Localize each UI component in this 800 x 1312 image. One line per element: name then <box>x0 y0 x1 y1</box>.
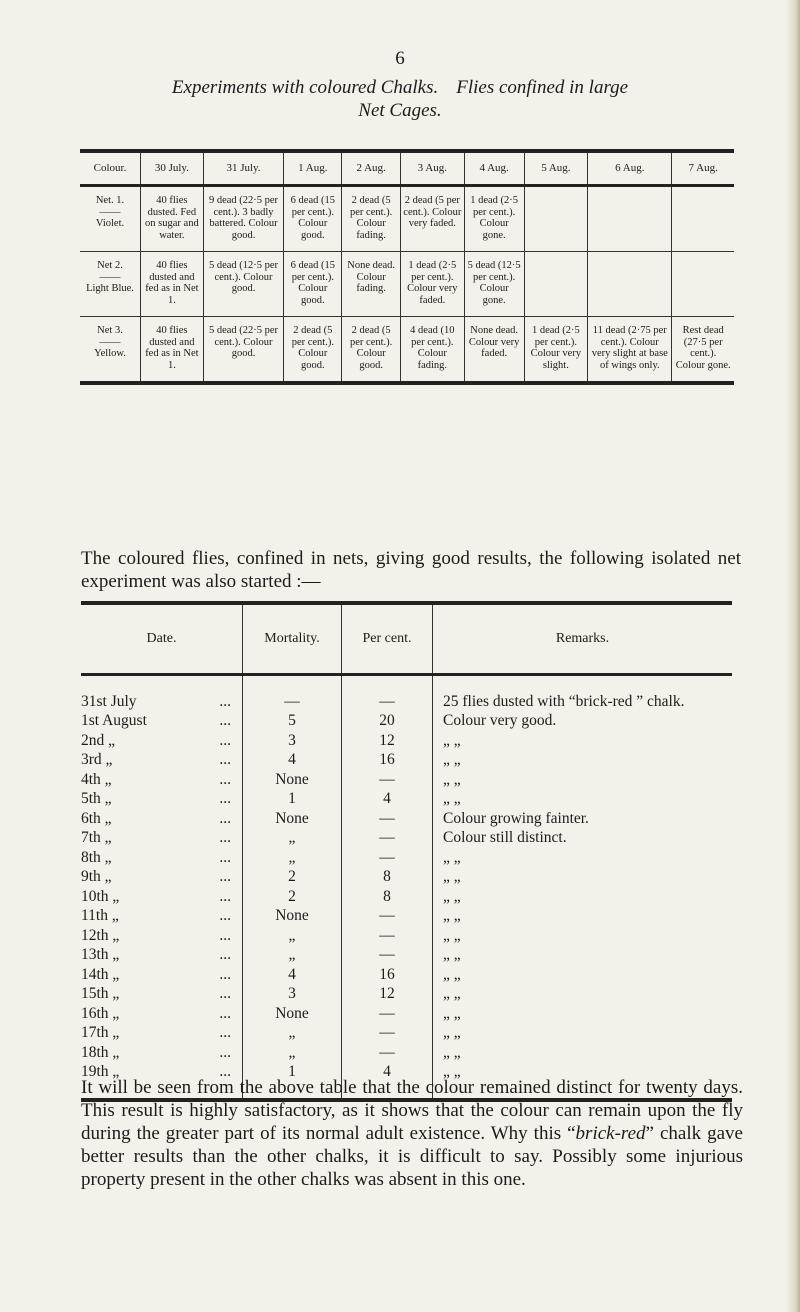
title-line-2: Net Cages. <box>358 100 442 121</box>
table-cell: 40 flies dusted and fed as in Net 1. <box>141 317 204 384</box>
table-row <box>81 946 732 966</box>
percent-cell: 4 <box>342 1063 433 1101</box>
date-wrapper <box>81 889 238 905</box>
emphasis-brick-red: brick-red <box>575 1123 646 1144</box>
table-row <box>81 926 732 946</box>
colour-name: Violet. <box>95 218 125 229</box>
table-row <box>81 887 732 907</box>
table-cell: 2 dead (5 per cent.). Colour fading. <box>342 186 400 252</box>
table-row <box>81 712 732 732</box>
date-cell <box>81 731 243 751</box>
date-cell <box>81 809 243 829</box>
date-cell <box>81 770 243 790</box>
table-cell <box>524 186 588 252</box>
leader-dots: ... <box>219 946 231 964</box>
percent-cell: 16 <box>342 751 433 771</box>
leader-dots: ... <box>219 985 231 1003</box>
date-label: 14th „ <box>81 965 120 983</box>
dash-mark: —— <box>99 271 121 283</box>
date-cell <box>81 946 243 966</box>
date-label: 18th „ <box>81 1043 120 1061</box>
date-cell <box>81 965 243 985</box>
remarks-cell: „ „ <box>433 1004 733 1024</box>
column-header: 7 Aug. <box>672 151 734 186</box>
leader-dots: ... <box>219 848 231 866</box>
remarks-cell: „ „ <box>433 1043 733 1063</box>
table-header-row <box>80 151 734 186</box>
mortality-cell: — <box>243 675 342 712</box>
mortality-cell: 1 <box>243 790 342 810</box>
remarks-cell: „ „ <box>433 926 733 946</box>
table-row <box>80 317 734 384</box>
table-header-row <box>81 603 732 675</box>
remarks-cell: „ „ <box>433 790 733 810</box>
mortality-cell: None <box>243 1004 342 1024</box>
colour-name: Yellow. <box>94 348 126 359</box>
table-row <box>81 848 732 868</box>
remarks-cell: „ „ <box>433 1063 733 1101</box>
table-row <box>80 186 734 252</box>
mortality-cell: „ <box>243 829 342 849</box>
remarks-cell: Colour growing fainter. <box>433 809 733 829</box>
table-row <box>81 1004 732 1024</box>
colour-cell <box>80 252 141 317</box>
leader-dots: ... <box>219 1063 231 1081</box>
date-wrapper <box>81 1025 238 1041</box>
table-cell <box>588 186 672 252</box>
title-part-2: Flies confined in large <box>456 77 629 98</box>
table-cell: 2 dead (5 per cent.). Colour very faded. <box>400 186 464 252</box>
column-header: 1 Aug. <box>284 151 342 186</box>
leader-dots: ... <box>219 731 231 749</box>
date-label: 4th „ <box>81 770 112 788</box>
column-header: Date. <box>81 603 243 675</box>
date-label: 6th „ <box>81 809 112 827</box>
remarks-cell: Colour still distinct. <box>433 829 733 849</box>
date-label: 13th „ <box>81 946 120 964</box>
table-cell: 2 dead (5 per cent.). Colour good. <box>284 317 342 384</box>
date-wrapper <box>81 908 238 924</box>
percent-cell: — <box>342 809 433 829</box>
date-label: 31st July <box>81 692 137 710</box>
column-header: Remarks. <box>433 603 733 675</box>
paragraph-text: ” chalk gave better results than the other chalks, it is difficult to say. Possibly some injurious property present in the other chalks was absent in this one. <box>81 1123 743 1190</box>
leader-dots: ... <box>219 965 231 983</box>
remarks-cell: Colour very good. <box>433 712 733 732</box>
table-row <box>80 252 734 317</box>
remarks-cell: „ „ <box>433 985 733 1005</box>
table-cell: None dead. Colour fading. <box>342 252 400 317</box>
table-cell: 4 dead (10 per cent.). Colour fading. <box>400 317 464 384</box>
date-wrapper <box>81 811 238 827</box>
percent-cell: 12 <box>342 731 433 751</box>
table-cell: 1 dead (2·5 per cent.). Colour very faded. <box>400 252 464 317</box>
remarks-cell: „ „ <box>433 965 733 985</box>
date-cell <box>81 907 243 927</box>
table-cell: 5 dead (22·5 per cent.). Colour good. <box>203 317 284 384</box>
percent-cell: 8 <box>342 868 433 888</box>
mortality-cell: 4 <box>243 751 342 771</box>
date-wrapper <box>81 869 238 885</box>
colour-cell <box>80 186 141 252</box>
table-cell <box>588 252 672 317</box>
table-cell: 5 dead (12·5 per cent.). Colour gone. <box>464 252 524 317</box>
column-header: Per cent. <box>342 603 433 675</box>
percent-cell: 8 <box>342 887 433 907</box>
table-row <box>81 868 732 888</box>
date-label: 8th „ <box>81 848 112 866</box>
table-row <box>81 829 732 849</box>
date-cell <box>81 868 243 888</box>
table-cell: 1 dead (2·5 per cent.). Colour very slight. <box>524 317 588 384</box>
mortality-cell: „ <box>243 848 342 868</box>
date-label: 19th „ <box>81 1063 120 1081</box>
date-cell <box>81 829 243 849</box>
dash-mark: —— <box>99 206 121 218</box>
remarks-cell: „ „ <box>433 946 733 966</box>
date-label: 5th „ <box>81 790 112 808</box>
paragraph-intro: The coloured flies, confined in nets, giving good results, the following isolated net experiment was also started :— <box>81 548 741 592</box>
paragraph-text: It will be seen from the above table that the colour remained distinct for twenty days. This result is highly satisfactory, as it shows that the colour can remain upon the fly during the greater part of its normal adult existence. Why this “ <box>81 1077 743 1144</box>
date-wrapper <box>81 928 238 944</box>
date-label: 10th „ <box>81 887 120 905</box>
date-wrapper <box>81 1045 238 1061</box>
date-label: 16th „ <box>81 1004 120 1022</box>
date-cell <box>81 1043 243 1063</box>
date-cell <box>81 848 243 868</box>
table-row <box>81 751 732 771</box>
remarks-cell: „ „ <box>433 868 733 888</box>
remarks-cell: „ „ <box>433 751 733 771</box>
coloured-chalks-table <box>80 149 734 385</box>
percent-cell: — <box>342 1004 433 1024</box>
mortality-cell: 2 <box>243 887 342 907</box>
date-label: 2nd „ <box>81 731 116 749</box>
leader-dots: ... <box>219 712 231 730</box>
net-label: Net 3. <box>97 325 123 336</box>
date-cell <box>81 926 243 946</box>
mortality-cell: 1 <box>243 1063 342 1101</box>
table-cell <box>672 186 734 252</box>
mortality-cell: 3 <box>243 731 342 751</box>
date-cell <box>81 675 243 712</box>
net-label: Net. 1. <box>95 195 125 206</box>
date-wrapper <box>81 986 238 1002</box>
table-cell: 6 dead (15 per cent.). Colour good. <box>284 186 342 252</box>
column-header: Mortality. <box>243 603 342 675</box>
percent-cell: — <box>342 675 433 712</box>
percent-cell: — <box>342 946 433 966</box>
leader-dots: ... <box>219 1004 231 1022</box>
date-label: 11th „ <box>81 907 119 925</box>
table-row <box>81 907 732 927</box>
mortality-cell: None <box>243 770 342 790</box>
date-cell <box>81 1024 243 1044</box>
table-row <box>81 790 732 810</box>
remarks-cell: „ „ <box>433 887 733 907</box>
leader-dots: ... <box>219 809 231 827</box>
date-cell <box>81 751 243 771</box>
date-label: 1st August <box>81 712 147 730</box>
mortality-cell: „ <box>243 1043 342 1063</box>
date-label: 7th „ <box>81 829 112 847</box>
date-wrapper <box>81 947 238 963</box>
date-wrapper <box>81 752 238 768</box>
date-cell <box>81 1004 243 1024</box>
date-wrapper <box>81 830 238 846</box>
date-wrapper <box>81 791 238 807</box>
column-header: 3 Aug. <box>400 151 464 186</box>
column-header: 30 July. <box>141 151 204 186</box>
remarks-cell: „ „ <box>433 1024 733 1044</box>
page-edge-shadow <box>786 0 800 1312</box>
table-row <box>81 770 732 790</box>
table-cell: 5 dead (12·5 per cent.). Colour good. <box>203 252 284 317</box>
column-header: 4 Aug. <box>464 151 524 186</box>
remarks-cell: „ „ <box>433 848 733 868</box>
dash-mark: —— <box>99 336 121 348</box>
date-label: 15th „ <box>81 985 120 1003</box>
column-header: Colour. <box>80 151 141 186</box>
table-row <box>81 985 732 1005</box>
table-cell: 1 dead (2·5 per cent.). Colour gone. <box>464 186 524 252</box>
percent-cell: 4 <box>342 790 433 810</box>
table-cell: 9 dead (22·5 per cent.). 3 badly battered. Colour good. <box>203 186 284 252</box>
date-wrapper <box>81 772 238 788</box>
date-wrapper <box>81 694 238 710</box>
colour-name: Light Blue. <box>86 283 134 294</box>
column-header: 6 Aug. <box>588 151 672 186</box>
percent-cell: — <box>342 1024 433 1044</box>
percent-cell: — <box>342 1043 433 1063</box>
table-row <box>81 1024 732 1044</box>
table-row <box>81 675 732 712</box>
table-cell: 11 dead (2·75 per cent.). Colour very slight at base of wings only. <box>588 317 672 384</box>
percent-cell: — <box>342 770 433 790</box>
leader-dots: ... <box>219 790 231 808</box>
leader-dots: ... <box>219 770 231 788</box>
leader-dots: ... <box>219 692 231 710</box>
leader-dots: ... <box>219 1043 231 1061</box>
date-cell <box>81 790 243 810</box>
net-label: Net 2. <box>97 260 123 271</box>
table-cell: Rest dead (27·5 per cent.). Colour gone. <box>672 317 734 384</box>
percent-cell: 16 <box>342 965 433 985</box>
paragraph-conclusion <box>81 1076 743 1191</box>
leader-dots: ... <box>219 907 231 925</box>
mortality-cell: „ <box>243 946 342 966</box>
leader-dots: ... <box>219 887 231 905</box>
leader-dots: ... <box>219 1024 231 1042</box>
date-wrapper <box>81 850 238 866</box>
table-row <box>81 731 732 751</box>
date-label: 3rd „ <box>81 751 113 769</box>
table-cell: 2 dead (5 per cent.). Colour good. <box>342 317 400 384</box>
table-cell <box>672 252 734 317</box>
mortality-cell: 4 <box>243 965 342 985</box>
table-row <box>81 809 732 829</box>
table-cell: 40 flies dusted. Fed on sugar and water. <box>141 186 204 252</box>
date-wrapper <box>81 713 238 729</box>
percent-cell: — <box>342 848 433 868</box>
table-cell <box>524 252 588 317</box>
title-part-1: Experiments with coloured Chalks. <box>171 77 439 98</box>
remarks-cell: „ „ <box>433 907 733 927</box>
mortality-cell: 3 <box>243 985 342 1005</box>
percent-cell: 12 <box>342 985 433 1005</box>
page-number: 6 <box>395 48 405 69</box>
date-wrapper <box>81 1006 238 1022</box>
leader-dots: ... <box>219 926 231 944</box>
date-label: 12th „ <box>81 926 120 944</box>
table-row <box>81 965 732 985</box>
column-header: 2 Aug. <box>342 151 400 186</box>
leader-dots: ... <box>219 868 231 886</box>
remarks-cell: „ „ <box>433 770 733 790</box>
date-cell <box>81 712 243 732</box>
remarks-cell: „ „ <box>433 731 733 751</box>
leader-dots: ... <box>219 829 231 847</box>
mortality-cell: 5 <box>243 712 342 732</box>
colour-cell <box>80 317 141 384</box>
percent-cell: — <box>342 829 433 849</box>
table-row <box>81 1043 732 1063</box>
percent-cell: 20 <box>342 712 433 732</box>
mortality-cell: 2 <box>243 868 342 888</box>
remarks-cell: 25 flies dusted with “brick-red ” chalk. <box>433 675 733 712</box>
leader-dots: ... <box>219 751 231 769</box>
column-header: 31 July. <box>203 151 284 186</box>
date-label: 17th „ <box>81 1024 120 1042</box>
column-header: 5 Aug. <box>524 151 588 186</box>
mortality-cell: „ <box>243 926 342 946</box>
table-cell: 40 flies dusted and fed as in Net 1. <box>141 252 204 317</box>
mortality-cell: None <box>243 907 342 927</box>
date-label: 9th „ <box>81 868 112 886</box>
mortality-cell: „ <box>243 1024 342 1044</box>
date-cell <box>81 985 243 1005</box>
isolated-net-table <box>81 601 732 1102</box>
table-cell: 6 dead (15 per cent.). Colour good. <box>284 252 342 317</box>
page-title <box>0 76 800 122</box>
date-wrapper <box>81 967 238 983</box>
table-cell: None dead. Colour very faded. <box>464 317 524 384</box>
mortality-cell: None <box>243 809 342 829</box>
date-wrapper <box>81 733 238 749</box>
date-cell <box>81 887 243 907</box>
percent-cell: — <box>342 926 433 946</box>
percent-cell: — <box>342 907 433 927</box>
